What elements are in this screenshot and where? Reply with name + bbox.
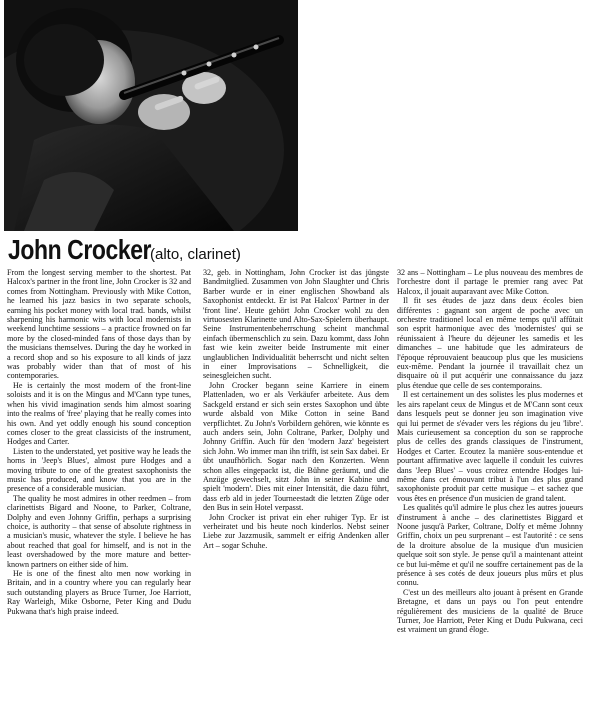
german-paragraph: John Crocker begann seine Karriere in einem Plattenladen, wo er als Verkäufer arbeitete. Aus dem Sackgeld erstand er sich sein erstes Saxophon und übte wurde alsbald von Mike Cotton in seine Band verpflichtet. Zu John's Vorbildern gehören, wie könnte es auch anders sein, John Coltrane, Parker, Dolphy und Johnny Griffin. Auch für den 'modern Jazz' begeistert sich John. Wo immer man ihn trifft, ist sein Sax dabei. Er übt unaufhörlich. Sogar nach den Konzerten. Wenn schon alles eingepackt ist, die Bühne geräumt, und die Anzüge gewechselt, sitzt John in seiner Kabine und spielt 'modern'. Dies mit einer Intensität, die dazu führt, dass erb ald in jeder Tourneestadt die letzten Züge oder den Bus in sein Hotel verpasst. — [203, 380, 389, 513]
english-paragraph: He is certainly the most modern of the front-line soloists and it is on the Mingus and M'Cann type tunes, when his vivid imagination sends him almost soaring into the realms of 'free' playing that he really comes into his own. And yet oddly enough his sound conception comes closer to the great classicists of the instrument, Hodges and Carter. — [7, 380, 191, 447]
english-paragraph: From the longest serving member to the shortest. Pat Halcox's partner in the front line, John Crocker is 32 and comes from Nottingham. Previously with Mike Cotton, he learned his jazz basics in two separate schools, earning his pocket money with local trad. bands, whilst sharpening his harmonic wits with local modernists in weekend lunchtime sessions – a practice frowned on far more by the closed-minded fans of those days than by the musicians themselves. During the day he worked in a record shop and so his exposure to all kinds of jazz was probably wider than that of most of his contemporaries. — [7, 268, 191, 381]
photo-illustration — [4, 0, 298, 231]
english-paragraph: He is one of the finest alto men now working in Britain, and in a country where you can regularly hear such outstanding players as Bruce Turner, Joe Harriott, Ray Warleigh, Mike Osborne, Peter King and Dudu Pukwana that's high praise indeed. — [7, 569, 191, 616]
french-paragraph: C'est un des meilleurs alto jouant à présent en Grande Bretagne, et dans un pays ou l'on peut entendre régulièrement des musiciens de la qualité de Bruce Turner, Joe Harriott, Peter King et Dudu Pukwana, ceci est vraiment un grand éloge. — [397, 587, 583, 635]
french-paragraph: Il fit ses études de jazz dans deux écoles bien différentes : gagnant son argent de poche avec un orchestre traditionel local en même temps qu'il affûtait son esprit harmonique avec des 'modernistes' qui se réunissaient à l'heure du déjeuner les samedis et les dimanches – une habitude que les admirateurs de l'époque réprouvaient beaucoup plus que les musiciens eux-même. Pendant la journée il travaillait chez un disquaire où il put acquérir une connaissance du jazz plus étendue que celle de ses contemporains. — [397, 296, 583, 390]
english-column — [7, 268, 191, 616]
english-paragraph: Listen to the understated, yet positive way he leads the horns in 'Jeep's Blues', almost pure Hodges and a moving tribute to one of the greatest saxophonists the music has produced, and know that you are in the presence of a considerable musician. — [7, 446, 191, 494]
french-paragraph: 32 ans – Nottingham – Le plus nouveau des membres de l'orchestre dont il partage le premier rang avec Pat Halcox, il jouait auparavant avec Mike Cotton. — [397, 268, 583, 296]
german-column — [203, 268, 389, 550]
german-paragraph: 32, geb. in Nottingham, John Crocker ist das jüngste Bandmitglied. Zusammen von John Slaughter und Chris Barber wurde er in einer englischen Showband als Saxophonist entdeckt. Er ist Pat Halcox' Partner in der 'front line'. Heute gehört John Crocker wohl zu den virtuosesten Klarinette und Alto-Sax-Spielern überhaupt. Seine Instrumentenbeherrschung scheint manchmal einfach übermenschlich zu sein. Dazu kommt, dass John fast wie kein zweiter beide Instrumente mit einer unglaublichen Individualität beherrscht und nicht selten in einer Improvisations – Schnelligkeit, die seinesgleichen sucht. — [203, 268, 389, 381]
clarinet-player-photo — [4, 0, 298, 231]
musician-instruments: (alto, clarinet) — [150, 246, 241, 263]
french-column — [397, 268, 583, 635]
english-paragraph: The quality he most admires in other reedmen – from clarinettists Bigard and Noone, to Parker, Coltrane, Dolphy and even Johnny Griffin, perhaps a surprising choice, is authority – that sense of absolute rightness in a musician's music, whatever the style. I believe he has about reached that goal for himself, and is not in the least overshadowed by the more mature and better-known partners on either side of him. — [7, 493, 191, 569]
german-paragraph: John Crocker ist privat ein eher ruhiger Typ. Er ist verheiratet und bis heute noch kinderlos. Nebst seiner Liebe zur Jazzmusik, sammelt er eifrig Andenken aller Art – sogar Schuhe. — [203, 512, 389, 550]
french-paragraph: Il est certainement un des solistes les plus modernes et les airs rapelant ceux de Mingus et de M'Cann sont ceux dans lesquels peut se donner jeu son imagination vive qui lui permet de s'évader vers les régions du jeu 'libre'. Mais curieusement sa conception du son se rapproche plus de celles des grands classiques de l'instrument, Hodges et Carter. Ecoutez la manière sous-entendue et pourtant affirmative avec laquelle il conduit les cuivres dans 'Jeep Blues' – vous croirez entendre Hodges lui-même dans cet émouvant tribut à l'un des plus grand saxophoniste produit par cette musique – et sachez que vous êtes en présence d'un musicien de grand talent. — [397, 390, 583, 503]
french-paragraph: Les qualités qu'il admire le plus chez les autres joueurs d'instrument à anche – des clarinettistes Biggard et Noone jusqu'à Parker, Coltrane, Dolfy et même Johnny Griffin, choix un peu surprenant – est l'autorité : ce sens de la droiture absolue de la musique d'un musicien quelque soit son style. Je pense qu'il a maintenant atteint ce but lui-même et qu'il ne souffre certainement pas de la présence à ses cotés de deux joueurs plus mûrs et plus connu. — [397, 503, 583, 588]
article-heading — [8, 234, 588, 266]
musician-name: John Crocker — [8, 234, 152, 265]
